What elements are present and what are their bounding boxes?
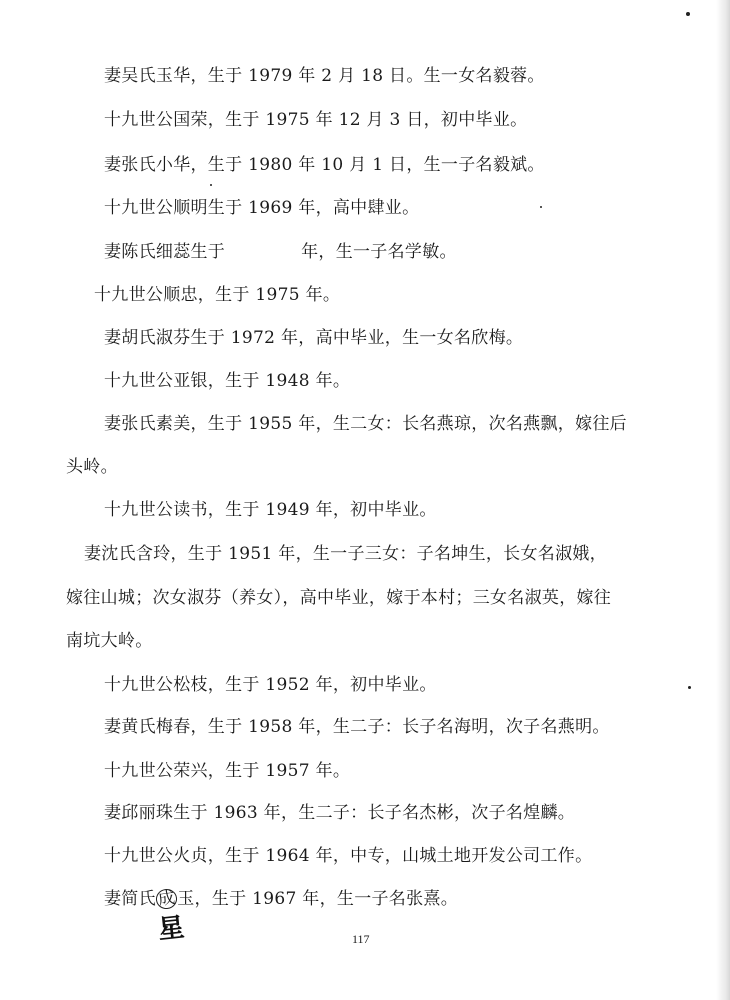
text-fragment: 玉，生于 1967 年，生一子名张熹。: [177, 889, 458, 909]
scan-speck: [686, 12, 690, 16]
text-line: [104, 889, 458, 909]
text-line: 十九世公松枝，生于 1952 年，初中毕业。: [104, 675, 437, 695]
text-fragment: 年，生一子名学敏。: [301, 242, 457, 262]
text-line: 十九世公荣兴，生于 1957 年。: [104, 761, 351, 781]
scan-speck: [210, 184, 212, 186]
text-line: 头岭。: [66, 457, 118, 477]
text-line: 十九世公顺明生于 1969 年，高中肆业。: [104, 198, 420, 218]
circled-correction-mark: 成: [156, 887, 177, 911]
handwritten-annotation: 星: [156, 912, 186, 946]
text-line: 十九世公国荣，生于 1975 年 12 月 3 日，初中毕业。: [104, 110, 528, 130]
text-line: 妻吴氏玉华，生于 1979 年 2 月 18 日。生一女名毅蓉。: [104, 66, 545, 86]
text-line: 十九世公亚银，生于 1948 年。: [104, 371, 351, 391]
page-number: 117: [352, 932, 370, 946]
text-fragment: 妻简氏: [104, 889, 156, 909]
scan-speck: [540, 206, 542, 208]
text-line: 妻黄氏梅春，生于 1958 年，生二子：长子名海明，次子名燕明。: [104, 717, 610, 737]
text-line: 十九世公火贞，生于 1964 年，中专，山城土地开发公司工作。: [104, 846, 593, 866]
text-line: 妻邱丽珠生于 1963 年，生二子：长子名杰彬，次子名煌麟。: [104, 803, 576, 823]
scan-speck: [688, 686, 691, 689]
text-line: [104, 242, 457, 262]
text-line: 妻沈氏含玲，生于 1951 年，生一子三女：子名坤生，长女名淑娥，: [84, 544, 607, 564]
text-line: 南坑大岭。: [66, 631, 153, 651]
text-line: 十九世公顺忠，生于 1975 年。: [94, 285, 341, 305]
page-edge-shadow: [716, 0, 730, 1000]
text-line: 妻张氏素美，生于 1955 年，生二女：长名燕琼，次名燕飘，嫁往后: [104, 414, 627, 434]
text-line: 妻胡氏淑芬生于 1972 年，高中毕业，生一女名欣梅。: [104, 328, 524, 348]
text-fragment: 妻陈氏细蕊生于: [104, 242, 226, 262]
text-line: 嫁往山城；次女淑芬（养女），高中毕业，嫁于本村；三女名淑英，嫁往: [66, 588, 612, 608]
text-line: 十九世公读书，生于 1949 年，初中毕业。: [104, 500, 437, 520]
text-line: 妻张氏小华，生于 1980 年 10 月 1 日，生一子名毅斌。: [104, 155, 545, 175]
